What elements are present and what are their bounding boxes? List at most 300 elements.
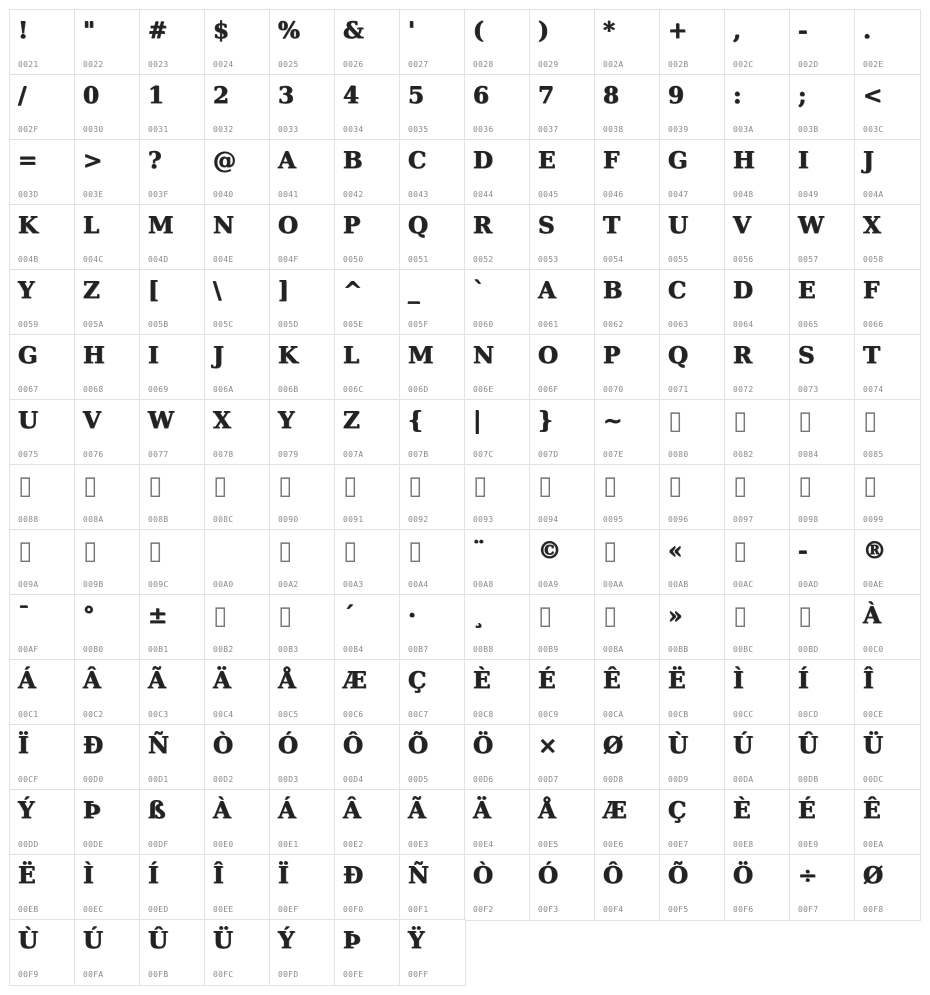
glyph-cell[interactable] (205, 400, 270, 465)
glyph-cell[interactable] (660, 10, 725, 75)
glyph-cell[interactable] (270, 660, 335, 725)
glyph-code-label: 002C (733, 60, 754, 69)
glyph-preview: O (538, 342, 559, 369)
glyph-cell[interactable] (10, 465, 75, 530)
glyph-preview: Q (668, 342, 689, 369)
glyph-cell[interactable] (400, 75, 465, 140)
glyph-cell[interactable] (75, 270, 140, 335)
glyph-code-label: 0079 (278, 450, 299, 459)
glyph-code-label: 0098 (798, 515, 819, 524)
glyph-cell[interactable] (465, 595, 530, 660)
glyph-cell[interactable] (335, 400, 400, 465)
glyph-cell[interactable] (335, 855, 400, 920)
glyph-code-label: 00E1 (278, 840, 299, 849)
glyph-cell[interactable] (205, 790, 270, 855)
glyph-cell[interactable] (10, 595, 75, 660)
glyph-cell[interactable] (75, 920, 140, 985)
glyph-cell[interactable] (790, 465, 855, 530)
glyph-preview: = (18, 147, 38, 174)
glyph-cell[interactable] (205, 75, 270, 140)
glyph-code-label: 002E (863, 60, 884, 69)
glyph-cell[interactable] (530, 400, 595, 465)
glyph-cell[interactable] (400, 465, 465, 530)
glyph-cell[interactable] (140, 400, 205, 465)
glyph-code-label: 002F (18, 125, 39, 134)
glyph-preview: Ë (668, 667, 686, 694)
glyph-preview: P (343, 212, 361, 239)
glyph-cell[interactable] (660, 400, 725, 465)
glyph-cell[interactable] (75, 595, 140, 660)
glyph-cell[interactable] (660, 205, 725, 270)
glyph-cell[interactable] (855, 595, 920, 660)
glyph-cell[interactable] (335, 270, 400, 335)
glyph-cell[interactable] (400, 725, 465, 790)
glyph-cell[interactable] (790, 855, 855, 920)
glyph-cell[interactable] (465, 660, 530, 725)
glyph-cell[interactable] (270, 920, 335, 985)
glyph-cell[interactable] (140, 140, 205, 205)
glyph-cell[interactable] (660, 270, 725, 335)
glyph-preview: Ü (213, 927, 234, 954)
glyph-code-label: 0076 (83, 450, 104, 459)
glyph-cell[interactable] (660, 140, 725, 205)
glyph-cell[interactable] (660, 530, 725, 595)
glyph-cell[interactable] (725, 660, 790, 725)
glyph-cell[interactable] (205, 205, 270, 270)
glyph-code-label: 004E (213, 255, 234, 264)
glyph-code-label: 0078 (213, 450, 234, 459)
glyph-cell[interactable] (790, 725, 855, 790)
glyph-cell[interactable] (725, 465, 790, 530)
glyph-code-label: 00FB (148, 970, 169, 979)
glyph-cell[interactable] (465, 465, 530, 530)
glyph-cell[interactable] (10, 205, 75, 270)
glyph-cell[interactable] (400, 660, 465, 725)
glyph-cell[interactable] (530, 660, 595, 725)
glyph-cell[interactable] (400, 920, 465, 985)
glyph-cell[interactable] (75, 725, 140, 790)
glyph-code-label: 00DC (863, 775, 884, 784)
glyph-preview: : (733, 82, 742, 109)
glyph-cell[interactable] (855, 270, 920, 335)
glyph-cell[interactable] (855, 790, 920, 855)
glyph-cell[interactable] (790, 530, 855, 595)
glyph-preview: Ð (343, 862, 364, 889)
glyph-preview: D (473, 147, 493, 174)
glyph-cell[interactable] (725, 725, 790, 790)
glyph-cell[interactable] (270, 530, 335, 595)
glyph-cell[interactable] (335, 465, 400, 530)
glyph-cell[interactable] (725, 75, 790, 140)
glyph-cell[interactable] (10, 400, 75, 465)
glyph-cell[interactable] (205, 855, 270, 920)
glyph-cell[interactable] (140, 335, 205, 400)
glyph-code-label: 0068 (83, 385, 104, 394)
glyph-preview: Ô (603, 862, 624, 889)
glyph-cell[interactable] (270, 725, 335, 790)
glyph-cell[interactable] (10, 790, 75, 855)
missing-glyph-box: ▯ (408, 536, 423, 566)
glyph-cell[interactable] (270, 75, 335, 140)
glyph-code-label: 005A (83, 320, 104, 329)
glyph-cell[interactable] (790, 270, 855, 335)
glyph-cell[interactable] (75, 465, 140, 530)
glyph-cell[interactable] (140, 595, 205, 660)
glyph-cell[interactable] (855, 205, 920, 270)
glyph-cell[interactable] (75, 75, 140, 140)
glyph-preview: [ (148, 277, 159, 304)
glyph-cell[interactable] (530, 140, 595, 205)
glyph-code-label: 0038 (603, 125, 624, 134)
glyph-cell[interactable] (595, 595, 660, 660)
glyph-code-label: 00CF (18, 775, 39, 784)
glyph-cell[interactable] (335, 10, 400, 75)
glyph-code-label: 006D (408, 385, 429, 394)
glyph-cell[interactable] (10, 660, 75, 725)
glyph-cell[interactable] (400, 595, 465, 660)
glyph-code-label: 00C1 (18, 710, 39, 719)
glyph-cell[interactable] (855, 530, 920, 595)
glyph-preview: Î (863, 667, 874, 694)
glyph-code-label: 0099 (863, 515, 884, 524)
glyph-preview: « (668, 537, 683, 564)
glyph-cell[interactable] (335, 790, 400, 855)
glyph-cell[interactable] (270, 595, 335, 660)
glyph-cell[interactable] (10, 725, 75, 790)
glyph-cell[interactable] (335, 335, 400, 400)
glyph-cell[interactable] (790, 790, 855, 855)
missing-glyph-box: ▯ (863, 471, 878, 501)
glyph-cell[interactable] (10, 855, 75, 920)
glyph-cell[interactable] (10, 10, 75, 75)
glyph-cell[interactable] (465, 400, 530, 465)
glyph-cell[interactable] (10, 530, 75, 595)
glyph-preview: 3 (278, 82, 295, 109)
glyph-cell[interactable] (205, 920, 270, 985)
glyph-cell[interactable] (790, 335, 855, 400)
glyph-code-label: 0053 (538, 255, 559, 264)
glyph-cell[interactable] (855, 855, 920, 920)
glyph-cell[interactable] (725, 140, 790, 205)
glyph-code-label: 003B (798, 125, 819, 134)
glyph-cell[interactable] (660, 725, 725, 790)
glyph-cell[interactable] (270, 270, 335, 335)
glyph-preview: Ï (278, 862, 289, 889)
glyph-cell[interactable] (855, 725, 920, 790)
glyph-cell[interactable] (660, 790, 725, 855)
glyph-code-label: 0051 (408, 255, 429, 264)
glyph-preview: M (408, 342, 434, 369)
glyph-preview: Ä (213, 667, 231, 694)
glyph-cell[interactable] (270, 855, 335, 920)
glyph-cell[interactable] (595, 75, 660, 140)
glyph-cell[interactable] (530, 205, 595, 270)
glyph-cell[interactable] (530, 725, 595, 790)
glyph-cell[interactable] (595, 855, 660, 920)
glyph-cell[interactable] (335, 920, 400, 985)
glyph-cell[interactable] (725, 855, 790, 920)
glyph-code-label: 00B9 (538, 645, 559, 654)
glyph-cell[interactable] (855, 465, 920, 530)
glyph-cell[interactable] (855, 400, 920, 465)
glyph-cell[interactable] (660, 335, 725, 400)
missing-glyph-box: ▯ (343, 536, 358, 566)
glyph-preview: Ë (18, 862, 36, 889)
glyph-cell[interactable] (140, 920, 205, 985)
glyph-code-label: 00FD (278, 970, 299, 979)
glyph-cell[interactable] (140, 530, 205, 595)
glyph-cell[interactable] (205, 140, 270, 205)
glyph-preview: P (603, 342, 621, 369)
glyph-cell[interactable] (790, 660, 855, 725)
glyph-cell[interactable] (790, 595, 855, 660)
glyph-code-label: 0029 (538, 60, 559, 69)
glyph-preview: Ú (83, 927, 104, 954)
glyph-cell[interactable] (595, 465, 660, 530)
glyph-cell[interactable] (530, 595, 595, 660)
glyph-preview: G (668, 147, 688, 174)
glyph-code-label: 0096 (668, 515, 689, 524)
glyph-cell[interactable] (465, 790, 530, 855)
glyph-cell[interactable] (10, 335, 75, 400)
glyph-code-label: 0071 (668, 385, 689, 394)
glyph-cell[interactable] (75, 335, 140, 400)
glyph-cell[interactable] (725, 530, 790, 595)
glyph-code-label: 004B (18, 255, 39, 264)
glyph-code-label: 00B1 (148, 645, 169, 654)
glyph-cell[interactable] (205, 660, 270, 725)
glyph-cell[interactable] (75, 205, 140, 270)
glyph-code-label: 00F3 (538, 905, 559, 914)
glyph-cell[interactable] (465, 10, 530, 75)
glyph-cell[interactable] (270, 335, 335, 400)
glyph-code-label: 003E (83, 190, 104, 199)
glyph-cell[interactable] (790, 10, 855, 75)
glyph-cell[interactable] (465, 270, 530, 335)
glyph-cell[interactable] (855, 335, 920, 400)
glyph-cell[interactable] (335, 75, 400, 140)
glyph-cell[interactable] (75, 790, 140, 855)
glyph-cell[interactable] (855, 75, 920, 140)
glyph-cell[interactable] (725, 335, 790, 400)
glyph-cell[interactable] (595, 790, 660, 855)
glyph-preview: 1 (148, 82, 165, 109)
glyph-cell[interactable] (205, 10, 270, 75)
glyph-code-label: 0025 (278, 60, 299, 69)
glyph-cell[interactable] (270, 205, 335, 270)
glyph-preview: R (473, 212, 493, 239)
glyph-code-label: 0080 (668, 450, 689, 459)
glyph-cell[interactable] (140, 660, 205, 725)
glyph-preview: Ñ (148, 732, 170, 759)
glyph-cell[interactable] (205, 270, 270, 335)
glyph-code-label: 00A2 (278, 580, 299, 589)
glyph-cell[interactable] (660, 465, 725, 530)
missing-glyph-box: ▯ (148, 471, 163, 501)
glyph-cell[interactable] (270, 790, 335, 855)
glyph-code-label: 0094 (538, 515, 559, 524)
glyph-cell[interactable] (75, 855, 140, 920)
glyph-cell[interactable] (595, 530, 660, 595)
glyph-cell[interactable] (855, 660, 920, 725)
glyph-code-label: 006F (538, 385, 559, 394)
glyph-cell[interactable] (660, 660, 725, 725)
glyph-cell[interactable] (400, 790, 465, 855)
glyph-cell[interactable] (855, 140, 920, 205)
glyph-preview: ) (538, 17, 549, 44)
glyph-cell[interactable] (530, 465, 595, 530)
glyph-cell[interactable] (530, 75, 595, 140)
glyph-preview: F (863, 277, 880, 304)
glyph-cell[interactable] (205, 595, 270, 660)
glyph-code-label: 00C4 (213, 710, 234, 719)
glyph-cell[interactable] (660, 595, 725, 660)
glyph-code-label: 0035 (408, 125, 429, 134)
glyph-code-label: 00AF (18, 645, 39, 654)
glyph-cell[interactable] (270, 465, 335, 530)
glyph-cell[interactable] (530, 790, 595, 855)
glyph-code-label: 0041 (278, 190, 299, 199)
glyph-cell[interactable] (595, 660, 660, 725)
glyph-cell[interactable] (790, 75, 855, 140)
glyph-cell[interactable] (205, 335, 270, 400)
glyph-code-label: 0057 (798, 255, 819, 264)
glyph-cell[interactable] (725, 790, 790, 855)
glyph-cell[interactable] (465, 855, 530, 920)
glyph-cell[interactable] (595, 140, 660, 205)
glyph-cell[interactable] (595, 205, 660, 270)
glyph-cell[interactable] (400, 205, 465, 270)
glyph-cell[interactable] (530, 270, 595, 335)
glyph-cell[interactable] (595, 725, 660, 790)
glyph-cell[interactable] (205, 530, 270, 595)
glyph-code-label: 0050 (343, 255, 364, 264)
glyph-cell[interactable] (400, 530, 465, 595)
glyph-cell[interactable] (790, 140, 855, 205)
glyph-cell[interactable] (465, 530, 530, 595)
glyph-cell[interactable] (855, 10, 920, 75)
glyph-preview: Ç (668, 797, 687, 824)
glyph-cell[interactable] (140, 855, 205, 920)
glyph-cell[interactable] (10, 75, 75, 140)
glyph-preview: ? (148, 147, 162, 174)
glyph-cell[interactable] (140, 790, 205, 855)
glyph-code-label: 00B3 (278, 645, 299, 654)
glyph-cell[interactable] (790, 400, 855, 465)
glyph-cell[interactable] (75, 530, 140, 595)
glyph-cell[interactable] (465, 140, 530, 205)
glyph-cell[interactable] (75, 140, 140, 205)
glyph-cell[interactable] (75, 660, 140, 725)
glyph-cell[interactable] (75, 10, 140, 75)
glyph-code-label: 00F6 (733, 905, 754, 914)
glyph-preview: Ó (278, 732, 299, 759)
glyph-cell[interactable] (335, 140, 400, 205)
glyph-cell[interactable] (140, 725, 205, 790)
glyph-cell[interactable] (725, 400, 790, 465)
glyph-cell[interactable] (530, 10, 595, 75)
glyph-cell[interactable] (335, 530, 400, 595)
glyph-cell[interactable] (400, 10, 465, 75)
glyph-cell[interactable] (465, 725, 530, 790)
glyph-cell[interactable] (725, 205, 790, 270)
glyph-code-label: 0092 (408, 515, 429, 524)
glyph-cell[interactable] (400, 140, 465, 205)
glyph-cell[interactable] (270, 140, 335, 205)
glyph-preview: È (473, 667, 491, 694)
glyph-cell[interactable] (400, 855, 465, 920)
glyph-cell[interactable] (335, 205, 400, 270)
glyph-code-label: 0043 (408, 190, 429, 199)
glyph-cell[interactable] (595, 400, 660, 465)
glyph-code-label: 00F5 (668, 905, 689, 914)
glyph-code-label: 0027 (408, 60, 429, 69)
glyph-preview: Ö (473, 732, 494, 759)
glyph-preview: Ô (343, 732, 364, 759)
glyph-cell[interactable] (10, 140, 75, 205)
glyph-cell[interactable] (725, 10, 790, 75)
glyph-cell[interactable] (140, 10, 205, 75)
missing-glyph-box: ▯ (83, 471, 98, 501)
glyph-cell[interactable] (75, 400, 140, 465)
glyph-cell[interactable] (465, 75, 530, 140)
glyph-cell[interactable] (725, 270, 790, 335)
glyph-code-label: 005D (278, 320, 299, 329)
glyph-cell[interactable] (400, 335, 465, 400)
glyph-cell[interactable] (400, 400, 465, 465)
glyph-cell[interactable] (140, 75, 205, 140)
glyph-cell[interactable] (595, 335, 660, 400)
glyph-cell[interactable] (530, 335, 595, 400)
glyph-preview: \ (213, 277, 222, 304)
glyph-cell[interactable] (140, 270, 205, 335)
glyph-cell[interactable] (465, 335, 530, 400)
glyph-code-label: 00F8 (863, 905, 884, 914)
glyph-cell[interactable] (270, 10, 335, 75)
glyph-preview: Ì (733, 667, 744, 694)
glyph-cell[interactable] (595, 10, 660, 75)
glyph-cell[interactable] (400, 270, 465, 335)
glyph-cell[interactable] (725, 595, 790, 660)
missing-glyph-box: ▯ (603, 536, 618, 566)
glyph-preview: Í (798, 667, 809, 694)
glyph-preview: R (733, 342, 753, 369)
glyph-preview: , (733, 17, 742, 44)
glyph-cell[interactable] (595, 270, 660, 335)
glyph-cell[interactable] (530, 530, 595, 595)
glyph-cell[interactable] (205, 725, 270, 790)
glyph-cell[interactable] (790, 205, 855, 270)
glyph-code-label: 00C8 (473, 710, 494, 719)
glyph-cell[interactable] (270, 400, 335, 465)
glyph-code-label: 0088 (18, 515, 39, 524)
glyph-cell[interactable] (10, 270, 75, 335)
glyph-cell[interactable] (660, 75, 725, 140)
glyph-cell[interactable] (530, 855, 595, 920)
glyph-preview: 6 (473, 82, 490, 109)
glyph-cell[interactable] (140, 465, 205, 530)
glyph-cell[interactable] (335, 660, 400, 725)
glyph-cell[interactable] (335, 725, 400, 790)
missing-glyph-box: ▯ (798, 471, 813, 501)
glyph-cell[interactable] (335, 595, 400, 660)
glyph-cell[interactable] (465, 205, 530, 270)
glyph-cell[interactable] (10, 920, 75, 985)
glyph-code-label: 00EC (83, 905, 104, 914)
glyph-cell[interactable] (140, 205, 205, 270)
glyph-cell[interactable] (205, 465, 270, 530)
glyph-cell[interactable] (660, 855, 725, 920)
